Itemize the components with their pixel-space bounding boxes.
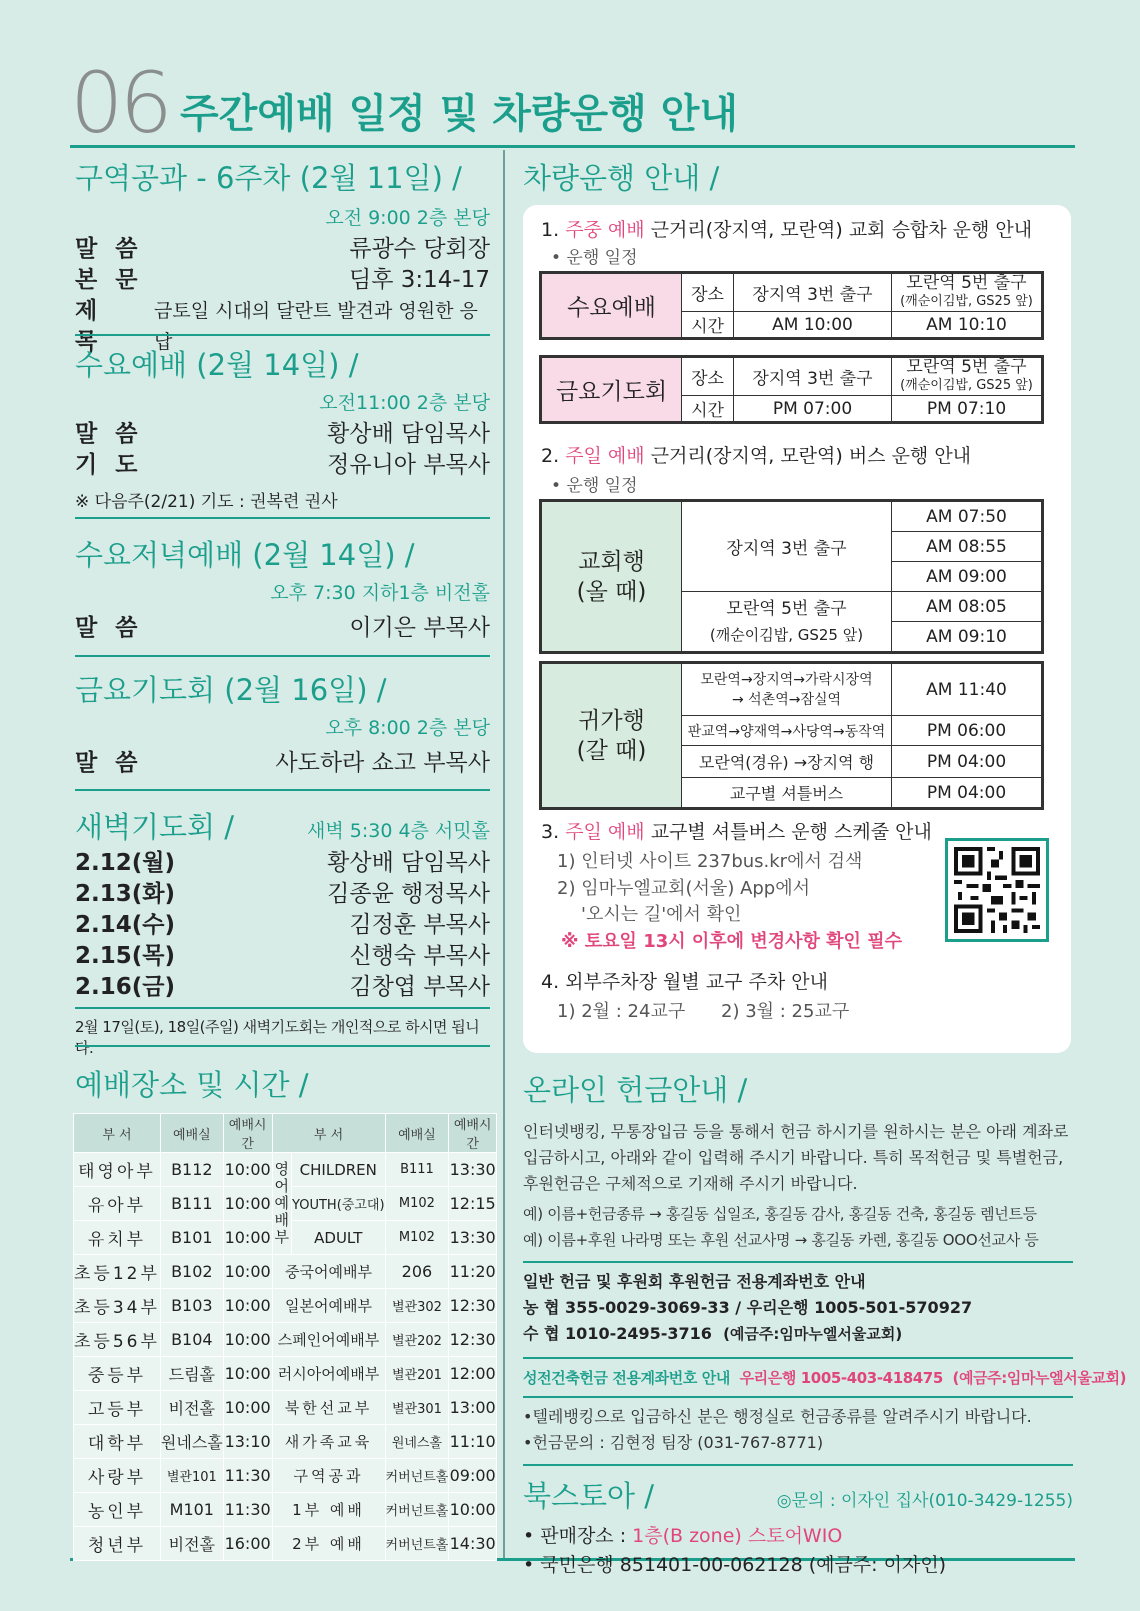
page-header [70,54,1075,152]
dawn-row: 2.15(목) 신행숙 부목사 [75,943,490,969]
online-example: 예) 이름+후원 나라명 또는 후원 선교사명 → 홍길동 카렌, 홍길동 OOO선교사 등 [523,1231,1039,1249]
vehicle-item-4: 4. 외부주차장 월별 교구 주차 안내 [541,971,828,993]
bookstore-account: • 국민은행 851401-00-062128 (예금주: 이자인) [523,1554,947,1576]
bookstore-title: 북스토아 / [523,1479,655,1513]
home-bus-table: 귀가행 (갈 때) 모란역→장지역→가락시장역 → 석촌역→잠실역 AM 11:40 판교역→양재역→사당역→동작역 PM 06:00 모란역(경유) →장지역 행 PM 04:00 교구별 셔틀버스 PM 04:00 [539,661,1044,810]
district-row-sermon: 말씀 류광수 당회장 [75,236,490,262]
vehicle-panel [523,205,1071,1053]
vehicle-title: 차량운행 안내 / [523,161,720,195]
table-row: 농인부 M101 11:30 1부 예배 커버넌트홀 10:00 [74,1493,497,1527]
table-row: 사랑부 별관101 11:30 구역공과 커버넌트홀 09:00 [74,1459,497,1493]
divider [75,334,490,336]
dawn-time: 새벽 5:30 4층 서밋홀 [307,820,490,842]
table-row: 초등12부 B102 10:00 중국어예배부 206 11:20 [74,1255,497,1289]
wednesday-time: 오전11:00 2층 본당 [319,392,490,414]
account-line: 수 협 1010-2495-3716 (예금주:임마누엘서울교회) [523,1324,903,1343]
column-divider [503,150,505,1558]
vehicle-item-2: 2. 주일 예배 근거리(장지역, 모란역) 버스 운행 안내 [541,445,972,467]
offering-contact: •헌금문의 : 김현정 팀장 (031-767-8771) [523,1433,824,1452]
fri-shuttle-table: 금요기도회 장소 장지역 3번 출구 모란역 5번 출구 (깨순이김밥, GS25 앞) 시간 PM 07:00 PM 07:10 [539,355,1044,424]
vehicle-item-1: 1. 주중 예배 근거리(장지역, 모란역) 교회 승합차 운행 안내 [541,219,1033,241]
dawn-row: 2.14(수) 김정훈 부목사 [75,912,490,938]
account-line: 농 협 355-0029-3069-33 / 우리은행 1005-501-570927 [523,1298,973,1317]
district-row-text: 본문 딤후 3:14-17 [75,267,490,293]
table-row: 유아부 B111 10:00 YOUTH(중고대) M102 12:15 [74,1187,497,1221]
wed-evening-row: 말씀 이기은 부목사 [75,615,490,641]
table-row: 고등부 비전홀 10:00 북한선교부 별관301 13:00 [74,1391,497,1425]
bookstore-header [523,1474,1073,1515]
online-intro: 인터넷뱅킹, 무통장입금 등을 통해서 헌금 하시기를 원하시는 분은 아래 계좌로 입금하시고, 아래와 같이 입력해 주시기 바랍니다. 특히 목적헌금 및 특별헌금, 후원헌금은 구체적으로 기재해 주시기 바랍니다. [523,1122,1069,1193]
section-number: 06 [70,54,169,152]
table-row: 대학부 원네스홀 13:10 새가족교육 원네스홀 11:10 [74,1425,497,1459]
page-title: 주간예배 일정 및 차량운행 안내 [180,91,739,137]
dawn-row: 2.12(월) 황상배 담임목사 [75,850,490,876]
places-title: 예배장소 및 시간 / [75,1068,309,1102]
dawn-row: 2.16(금) 김창엽 부목사 [75,974,490,1000]
divider [75,655,490,657]
friday-title: 금요기도회 (2월 16일) / [75,673,387,707]
district-row-title: 제목 금토일 시대의 달란트 발견과 영원한 응답 [75,298,478,355]
wednesday-title: 수요예배 (2월 14일) / [75,348,359,382]
divider [75,789,490,791]
wednesday-row: 기도 정유니아 부목사 [75,452,490,478]
online-offering-section [523,1068,1127,1577]
shuttle-app-line: 2) 임마누엘교회(서울) App에서 [557,878,811,899]
bookstore-location: • 판매장소 : 1층(B zone) 스토어WIO [523,1525,843,1547]
bookstore-contact: ◎문의 : 이자인 집사(010-3429-1255) [776,1491,1073,1511]
divider [75,1045,490,1047]
table-row: 초등34부 B103 10:00 일본어예배부 별관302 12:30 [74,1289,497,1323]
wed-evening-section [75,533,490,644]
account-title: 일반 헌금 및 후원회 후원헌금 전용계좌번호 안내 [523,1272,866,1291]
dawn-note: 2월 17일(토), 18일(주일) 새벽기도회는 개인적으로 하시면 됩니다. [75,1018,480,1057]
table-row: 청년부 비전홀 16:00 2부 예배 커버넌트홀 14:30 [74,1527,497,1561]
to-church-bus-table: 교회행 (올 때) 장지역 3번 출구 AM 07:50 AM 08:55 AM 09:00 모란역 5번 출구 (깨순이김밥, GS25 앞) AM 08:05 AM 09:10 [539,499,1044,654]
wed-shuttle-table: 수요예배 장소 장지역 3번 출구 모란역 5번 출구 (깨순이김밥, GS25 앞) 시간 AM 10:00 AM 10:10 [539,271,1044,340]
divider [75,517,490,519]
dawn-title: 새벽기도회 / [75,810,235,844]
divider [523,1261,1073,1263]
qr-code-icon [945,838,1049,942]
wed-evening-time: 오후 7:30 지하1층 비전홀 [270,582,490,604]
divider [523,1357,1073,1359]
district-title: 구역공과 - 6주차 (2월 11일) / [75,161,462,195]
friday-time: 오후 8:00 2층 본당 [325,717,490,739]
divider [75,1007,490,1009]
parking-feb: 1) 2월 : 24교구 [557,1001,686,1022]
dawn-section [75,805,490,1003]
divider [523,1396,1073,1398]
table-row: 유치부 B101 10:00 ADULT M102 13:30 [74,1221,497,1255]
worship-places-table: 부 서 예배실 예배시간 부 서 예배실 예배시간 태영아부 B112 10:00 영어예배부 CHILDREN B111 13:30 유아부 B111 10:00 YOUTH(중고대) M102 12:15 유치부 B101 10:00 ADULT M102 13:30 초등12부 B102 10:00 중국어예배부 206 11:20 초등34부 B103 10:00 일본어예배부 별관302 12:30 초등56부 B104 10:00 스페인어예배부 별관202 12:30 중등부 드림홀 10:00 러시아어예배부 별관201 12:00 고등부 비전홀 10:00 북한선교부 별관301 13:00 대학부 원네스홀 13:10 새가족교육 원네스홀 11:10 사랑부 별관101 11:30 구역공과 커버넌트홀 09:00 농인부 M101 11:30 1부 예배 커버넌트홀 10:00 청년부 비전홀 16:00 2부 예배 커버넌트홀 14:30 [73,1113,497,1561]
friday-row: 말씀 사도하라 쇼고 부목사 [75,750,490,776]
wednesday-row: 말씀 황상배 담임목사 [75,421,490,447]
shuttle-app-line: '오시는 길'에서 확인 [581,904,742,925]
district-section [75,156,490,358]
telebanking-note: •텔레뱅킹으로 입금하신 분은 행정실로 헌금종류를 알려주시기 바랍니다. [523,1407,1032,1426]
online-title: 온라인 헌금안내 / [523,1073,748,1107]
wednesday-note: ※ 다음주(2/21) 기도 : 권복련 권사 [75,492,338,512]
wednesday-section [75,343,490,512]
online-example: 예) 이름+헌금종류 → 홍길동 십일조, 홍길동 감사, 홍길동 건축, 홍길동 렘넌트등 [523,1205,1037,1223]
dawn-row: 2.13(화) 김종윤 행정목사 [75,881,490,907]
shuttle-warning: ※ 토요일 13시 이후에 변경사항 확인 필수 [561,931,902,952]
parking-mar: 2) 3월 : 25교구 [721,1001,850,1022]
divider [523,1464,1073,1466]
wed-evening-title: 수요저녁예배 (2월 14일) / [75,538,415,572]
schedule-label: • 운행 일정 [551,248,638,268]
friday-section [75,668,490,779]
table-row: 태영아부 B112 10:00 영어예배부 CHILDREN B111 13:30 [74,1153,497,1187]
building-offering-line: 성전건축헌금 전용계좌번호 안내 우리은행 1005-403-418475 (예금주:임마누엘서울교회) [523,1369,1127,1387]
district-time: 오전 9:00 2층 본당 [325,207,490,229]
table-row: 중등부 드림홀 10:00 러시아어예배부 별관201 12:00 [74,1357,497,1391]
table-row: 초등56부 B104 10:00 스페인어예배부 별관202 12:30 [74,1323,497,1357]
schedule-label: • 운행 일정 [551,476,638,496]
shuttle-search-line: 1) 인터넷 사이트 237bus.kr에서 검색 [557,851,863,872]
vehicle-item-3: 3. 주일 예배 교구별 셔틀버스 운행 스케줄 안내 [541,821,932,843]
